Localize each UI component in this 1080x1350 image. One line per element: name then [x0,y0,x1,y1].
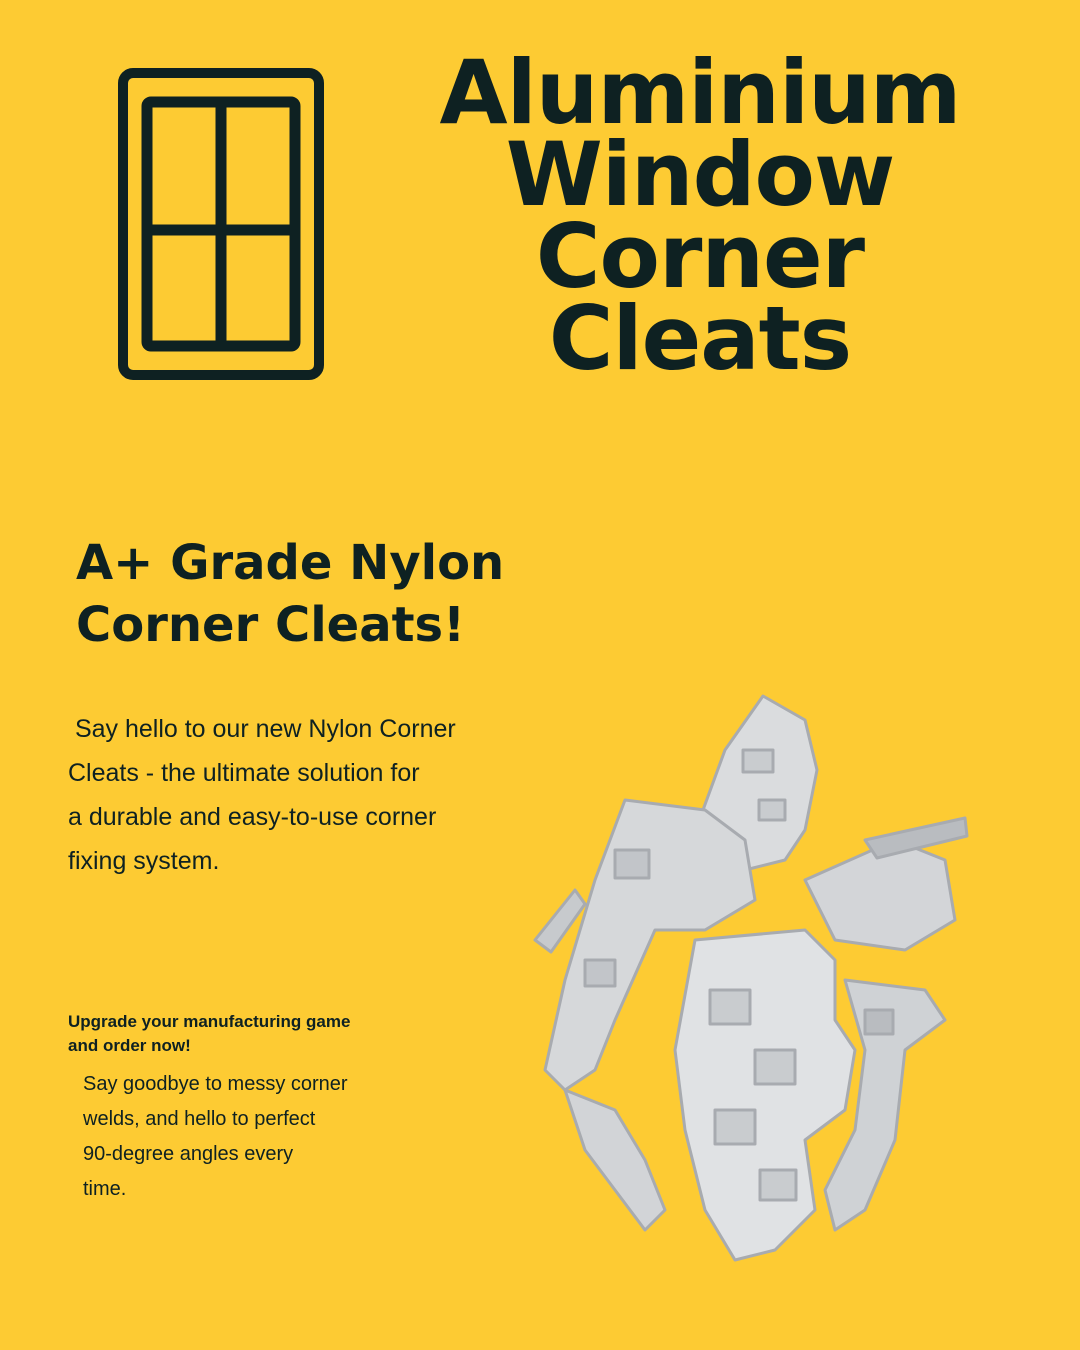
title-line: Window [505,123,895,226]
window-icon [118,68,324,380]
title-line: Aluminium [439,41,961,144]
title-line: Cleats [548,287,852,390]
title-line: Corner [535,205,865,308]
subtitle-line: A+ Grade Nylon [76,535,505,591]
page-title [420,41,980,390]
cta-line: Upgrade your manufacturing game [68,1012,351,1031]
corner-cleat-image [505,690,975,1300]
intro-line: a durable and easy-to-use corner [68,803,437,831]
detail-paragraph [83,1067,423,1207]
intro-line: Cleats - the ultimate solution for [68,759,420,787]
detail-line: time. [83,1178,127,1200]
detail-line: 90-degree angles every [83,1143,294,1165]
subtitle [76,532,596,656]
detail-line: welds, and hello to perfect [83,1108,316,1130]
detail-line: Say goodbye to messy corner [83,1073,348,1095]
intro-paragraph [68,707,538,883]
intro-line: fixing system. [68,847,220,875]
subtitle-line: Corner Cleats! [76,597,466,653]
intro-line: Say hello to our new Nylon Corner [68,715,456,743]
call-to-action [68,1010,448,1058]
cta-line: and order now! [68,1036,191,1055]
